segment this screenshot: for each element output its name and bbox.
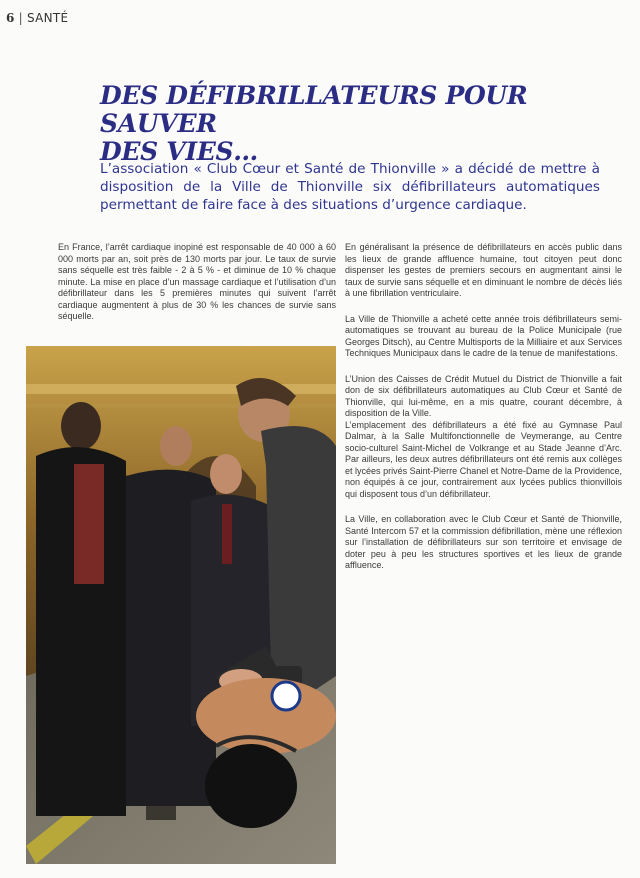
right-paragraph-1: En généralisant la présence de défibrillateurs en accès public dans les lieux de grande affluence humaine, tout citoyen peut donc dispenser les gestes de premiers secours en augmentant ainsi le taux de survie sans séquelle et en diminuant le nombre de décès liés à une fibrillation ventriculaire. bbox=[345, 242, 622, 298]
right-paragraph-2: La Ville de Thionville a acheté cette année trois défibrillateurs semi-automatiques se trouvant au bureau de la Police Municipale (rue Georges Ditsch), au Centre Multisports de la Milliaire et aux Services Techniques Municipaux dans le cadre de la tenue de manifestations. bbox=[345, 313, 622, 358]
header-separator: | bbox=[18, 11, 23, 25]
article-title-line-1: DES DÉFIBRILLATEURS POUR SAUVER bbox=[100, 81, 528, 138]
right-paragraph-3: L’Union des Caisses de Crédit Mutuel du District de Thionville a fait don de six défibrillateurs automatiques au Club Cœur et Santé de Thionville, qui lui-même, en a mis quatre, courant décembre, à disposition de la Ville. L’emplacement des défibrillateurs a été fixé au Gymnase Paul Dalmar, à la Salle Multifonctionnelle de Veymerange, au Centre socio-culturel Saint-Michel de Volkrange et au Stade Jeanne d’Arc. Par ailleurs, les deux autres défibrillateurs ont été remis aux collèges et lycées privés Saint-Pierre Chanel et Notre-Dame de la Providence, non équipés à ce jour, contrairement aux lycées publics thionvillois qui disposent tous d’un défibrillateur. bbox=[345, 373, 622, 499]
article-title-line-2: DES VIES… bbox=[100, 137, 258, 166]
left-column bbox=[58, 242, 336, 337]
page-header bbox=[6, 11, 68, 25]
article-title bbox=[100, 82, 620, 166]
section-label: SANTÉ bbox=[27, 11, 69, 25]
right-paragraph-4: La Ville, en collaboration avec le Club Cœur et Santé de Thionville, Santé Intercom 57 et la commission défibrillation, mène une réflexion sur l’installation de défibrillateurs sur son territoire et envisage de doter peu à peu les structures sportives et les lieux de grande affluence. bbox=[345, 514, 622, 570]
cpr-training-photo bbox=[26, 346, 336, 864]
article-photo bbox=[26, 346, 336, 864]
article-lead: L’association « Club Cœur et Santé de Thionville » a décidé de mettre à disposition de la Ville de Thionville six défibrillateurs automatiques permettant de faire face à des situations d’urgence cardiaque. bbox=[100, 161, 600, 213]
right-column bbox=[345, 242, 622, 586]
left-paragraph-1: En France, l’arrêt cardiaque inopiné est responsable de 40 000 à 60 000 morts par an, soit près de 130 morts par jour. Le taux de survie sans séquelle est très faible - 2 à 5 % - et diminue de 10 % chaque minute. La mise en place d’un massage cardiaque et l’utilisation d’un défibrillateur dans les 5 premières minutes qui suivent l’arrêt cardiaque augmentent à plus de 30 % les chances de survie sans séquelle. bbox=[58, 242, 336, 321]
page-number: 6 bbox=[6, 11, 15, 25]
